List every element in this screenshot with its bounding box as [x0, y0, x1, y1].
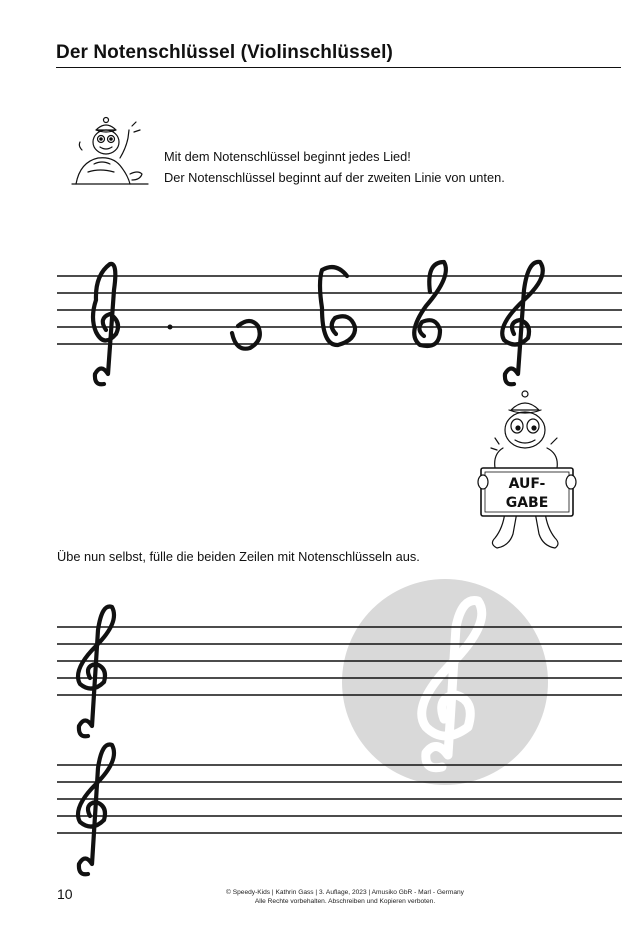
page-number: 10 [57, 886, 73, 902]
footer-rights: Alle Rechte vorbehalten. Abschreiben und Kopieren verboten. [254, 898, 436, 905]
intro-line-2: Der Notenschlüssel beginnt auf der zweiten Linie von unten. [164, 170, 505, 185]
practice-clef-2 [78, 744, 114, 874]
practice-clef-1 [78, 606, 114, 736]
task-badge-bottom: GABE [505, 495, 549, 511]
task-instruction: Übe nun selbst, fülle die beiden Zeilen mit Notenschlüsseln aus. [57, 549, 420, 564]
footer-copyright: © Speedy-Kids | Kathrin Gass | 3. Auflage, 2023 | Amusiko GbR - Marl - Germany [226, 889, 464, 896]
page-title: Der Notenschlüssel (Violinschlüssel) [56, 42, 393, 63]
task-badge-top: AUF- [508, 476, 546, 492]
footer-credit [150, 888, 540, 906]
intro-line-1: Mit dem Notenschlüssel beginnt jedes Lied! [164, 149, 411, 164]
